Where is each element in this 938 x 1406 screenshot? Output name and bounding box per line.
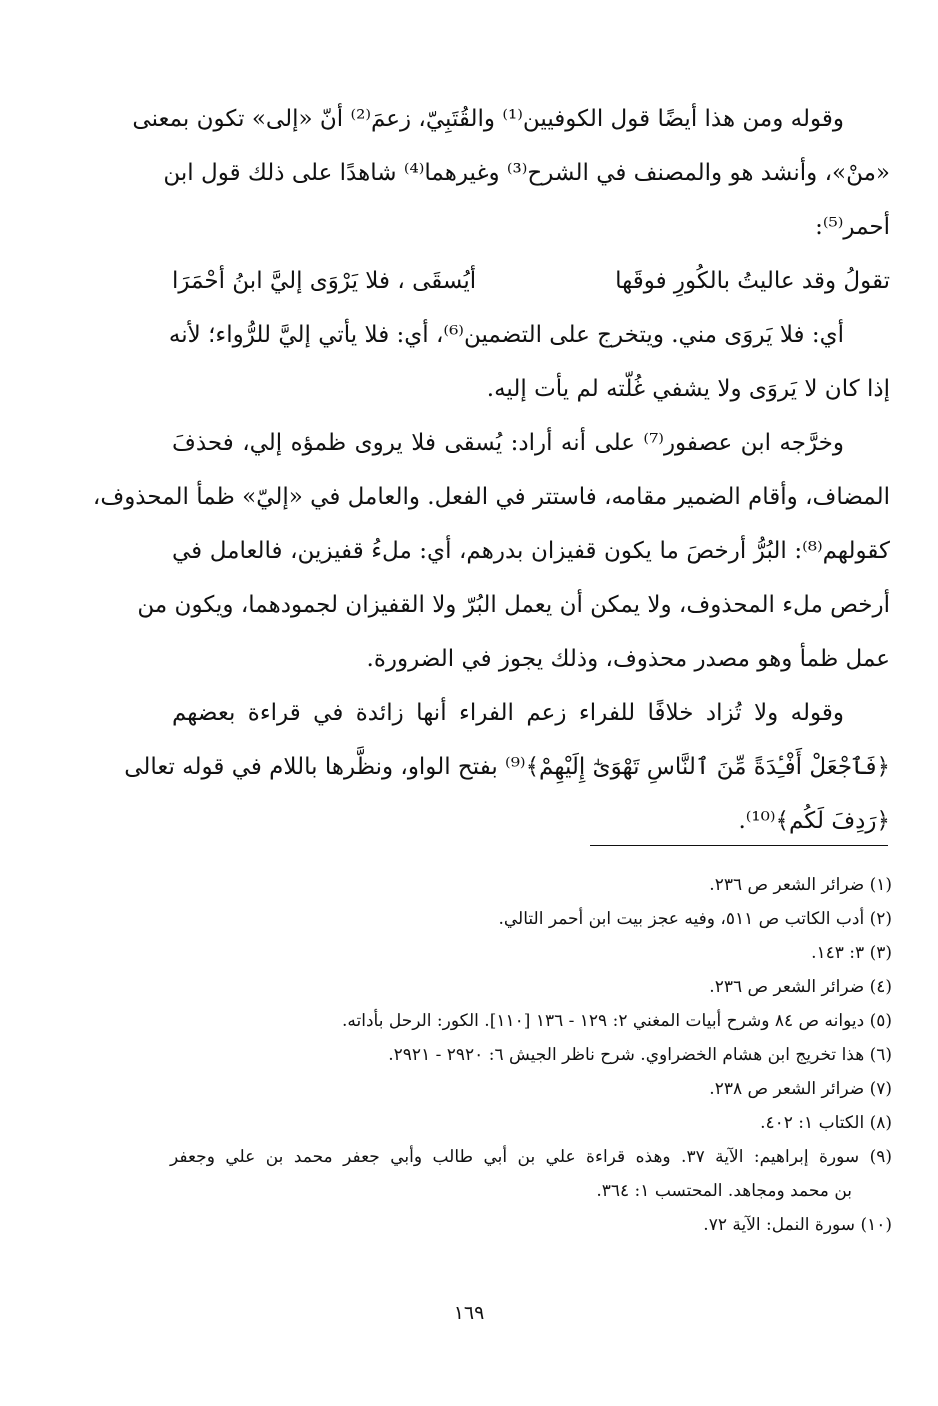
text-line: ﴿فَٱجْعَلْ أَفْـِٔدَةً مِّنَ ٱلنَّاسِ تَهْوَىٰٓ إِلَيْهِمْ﴾⁽⁹⁾ بفتح الواو، ونظَّرها باللام في قوله تعالى <box>124 754 890 780</box>
footnote: (٧) ضرائر الشعر ص ٢٣٨. <box>709 1079 892 1099</box>
verse-first-hemistich: تقولُ وقد عاليتُ بالكُورِ فوقَها <box>615 268 890 294</box>
text-line: أرخص ملء المحذوف، ولا يمكن أن يعمل البُرّ ولا القفيزان لجمودهما، ويكون من <box>137 592 890 618</box>
footnote: (٦) هذا تخريج ابن هشام الخضراوي. شرح ناظر الجيش ٦: ٢٩٢٠ - ٢٩٢١. <box>388 1045 892 1065</box>
text-line: إذا كان لا يَروَى ولا يشفي غُلّته لم يأت إليه. <box>486 376 890 402</box>
text-line: أحمر⁽⁵⁾: <box>815 214 890 240</box>
text-line: كقولهم⁽⁸⁾: البُرُّ أرخصَ ما يكون قفيزان بدرهم، أي: ملءُ قفيزين، فالعامل في <box>172 538 890 564</box>
footnote: (١٠) سورة النمل: الآية ٧٢. <box>703 1215 892 1235</box>
main-text <box>92 92 890 848</box>
page-number: ١٦٩ <box>453 1302 485 1324</box>
text-line: «منْ»، وأنشد هو والمصنف في الشرح⁽³⁾ وغيرهما⁽⁴⁾ شاهدًا على ذلك قول ابن <box>163 160 890 186</box>
footnote: (١) ضرائر الشعر ص ٢٣٦. <box>709 875 892 895</box>
paragraph-group-1 <box>132 92 890 254</box>
footnote: بن محمد ومجاهد. المحتسب ١: ٣٦٤. <box>596 1181 852 1201</box>
footnotes <box>170 868 892 1242</box>
poetry-verse <box>172 254 890 308</box>
footnote: (٥) ديوانه ص ٨٤ وشرح أبيات المغني ٢: ١٢٩ - ١٣٦ [١١٠]. الكور: الرحل بأداته. <box>341 1011 892 1031</box>
footnote: (٨) الكتاب ١: ٤٠٢. <box>760 1113 892 1133</box>
text-line: عمل ظمأ وهو مصدر محذوف، وذلك يجوز في الضرورة. <box>366 646 890 672</box>
text-line: وقوله ومن هذا أيضًا قول الكوفيين⁽¹⁾ والقُتَبِيّ، زعمَ⁽²⁾ أنّ «إلى» تكون بمعنى <box>132 106 844 132</box>
verse-second-hemistich: أيُسقَى ، فلا يَرْوَى إليَّ ابنُ أحْمَرَا <box>172 268 477 294</box>
footnote: (٤) ضرائر الشعر ص ٢٣٦. <box>709 977 892 997</box>
text-line: وقوله ولا تُزاد خلافًا للفراء زعم الفراء أنها زائدة في قراءة بعضهم <box>172 700 844 726</box>
text-line: ﴿رَدِفَ لَكُم﴾⁽¹⁰⁾. <box>738 808 890 834</box>
text-line: أي: فلا يَروَى مني. ويتخرج على التضمين⁽⁶⁾، أي: فلا يأتي إليَّ للرُّواء؛ لأنه <box>168 322 844 348</box>
paragraph-group-2 <box>92 308 890 848</box>
text-line: وخرَّجه ابن عصفور⁽⁷⁾ على أنه أراد: يُسقى فلا يروى ظمؤه إلي، فحذفَ <box>172 430 844 456</box>
footnote: (٢) أدب الكاتب ص ٥١١، وفيه عجز بيت ابن أحمر التالي. <box>498 909 892 929</box>
text-line: المضاف، وأقام الضمير مقامه، فاستتر في الفعل. والعامل في «إليّ» ظمأ المحذوف، <box>92 484 890 510</box>
footnote-divider <box>590 845 888 846</box>
footnote: (٩) سورة إبراهيم: الآية ٣٧. وهذه قراءة علي بن أبي طالب وأبي جعفر محمد بن علي وجعفر <box>170 1147 892 1167</box>
footnote: (٣) ٣: ١٤٣. <box>811 943 892 963</box>
